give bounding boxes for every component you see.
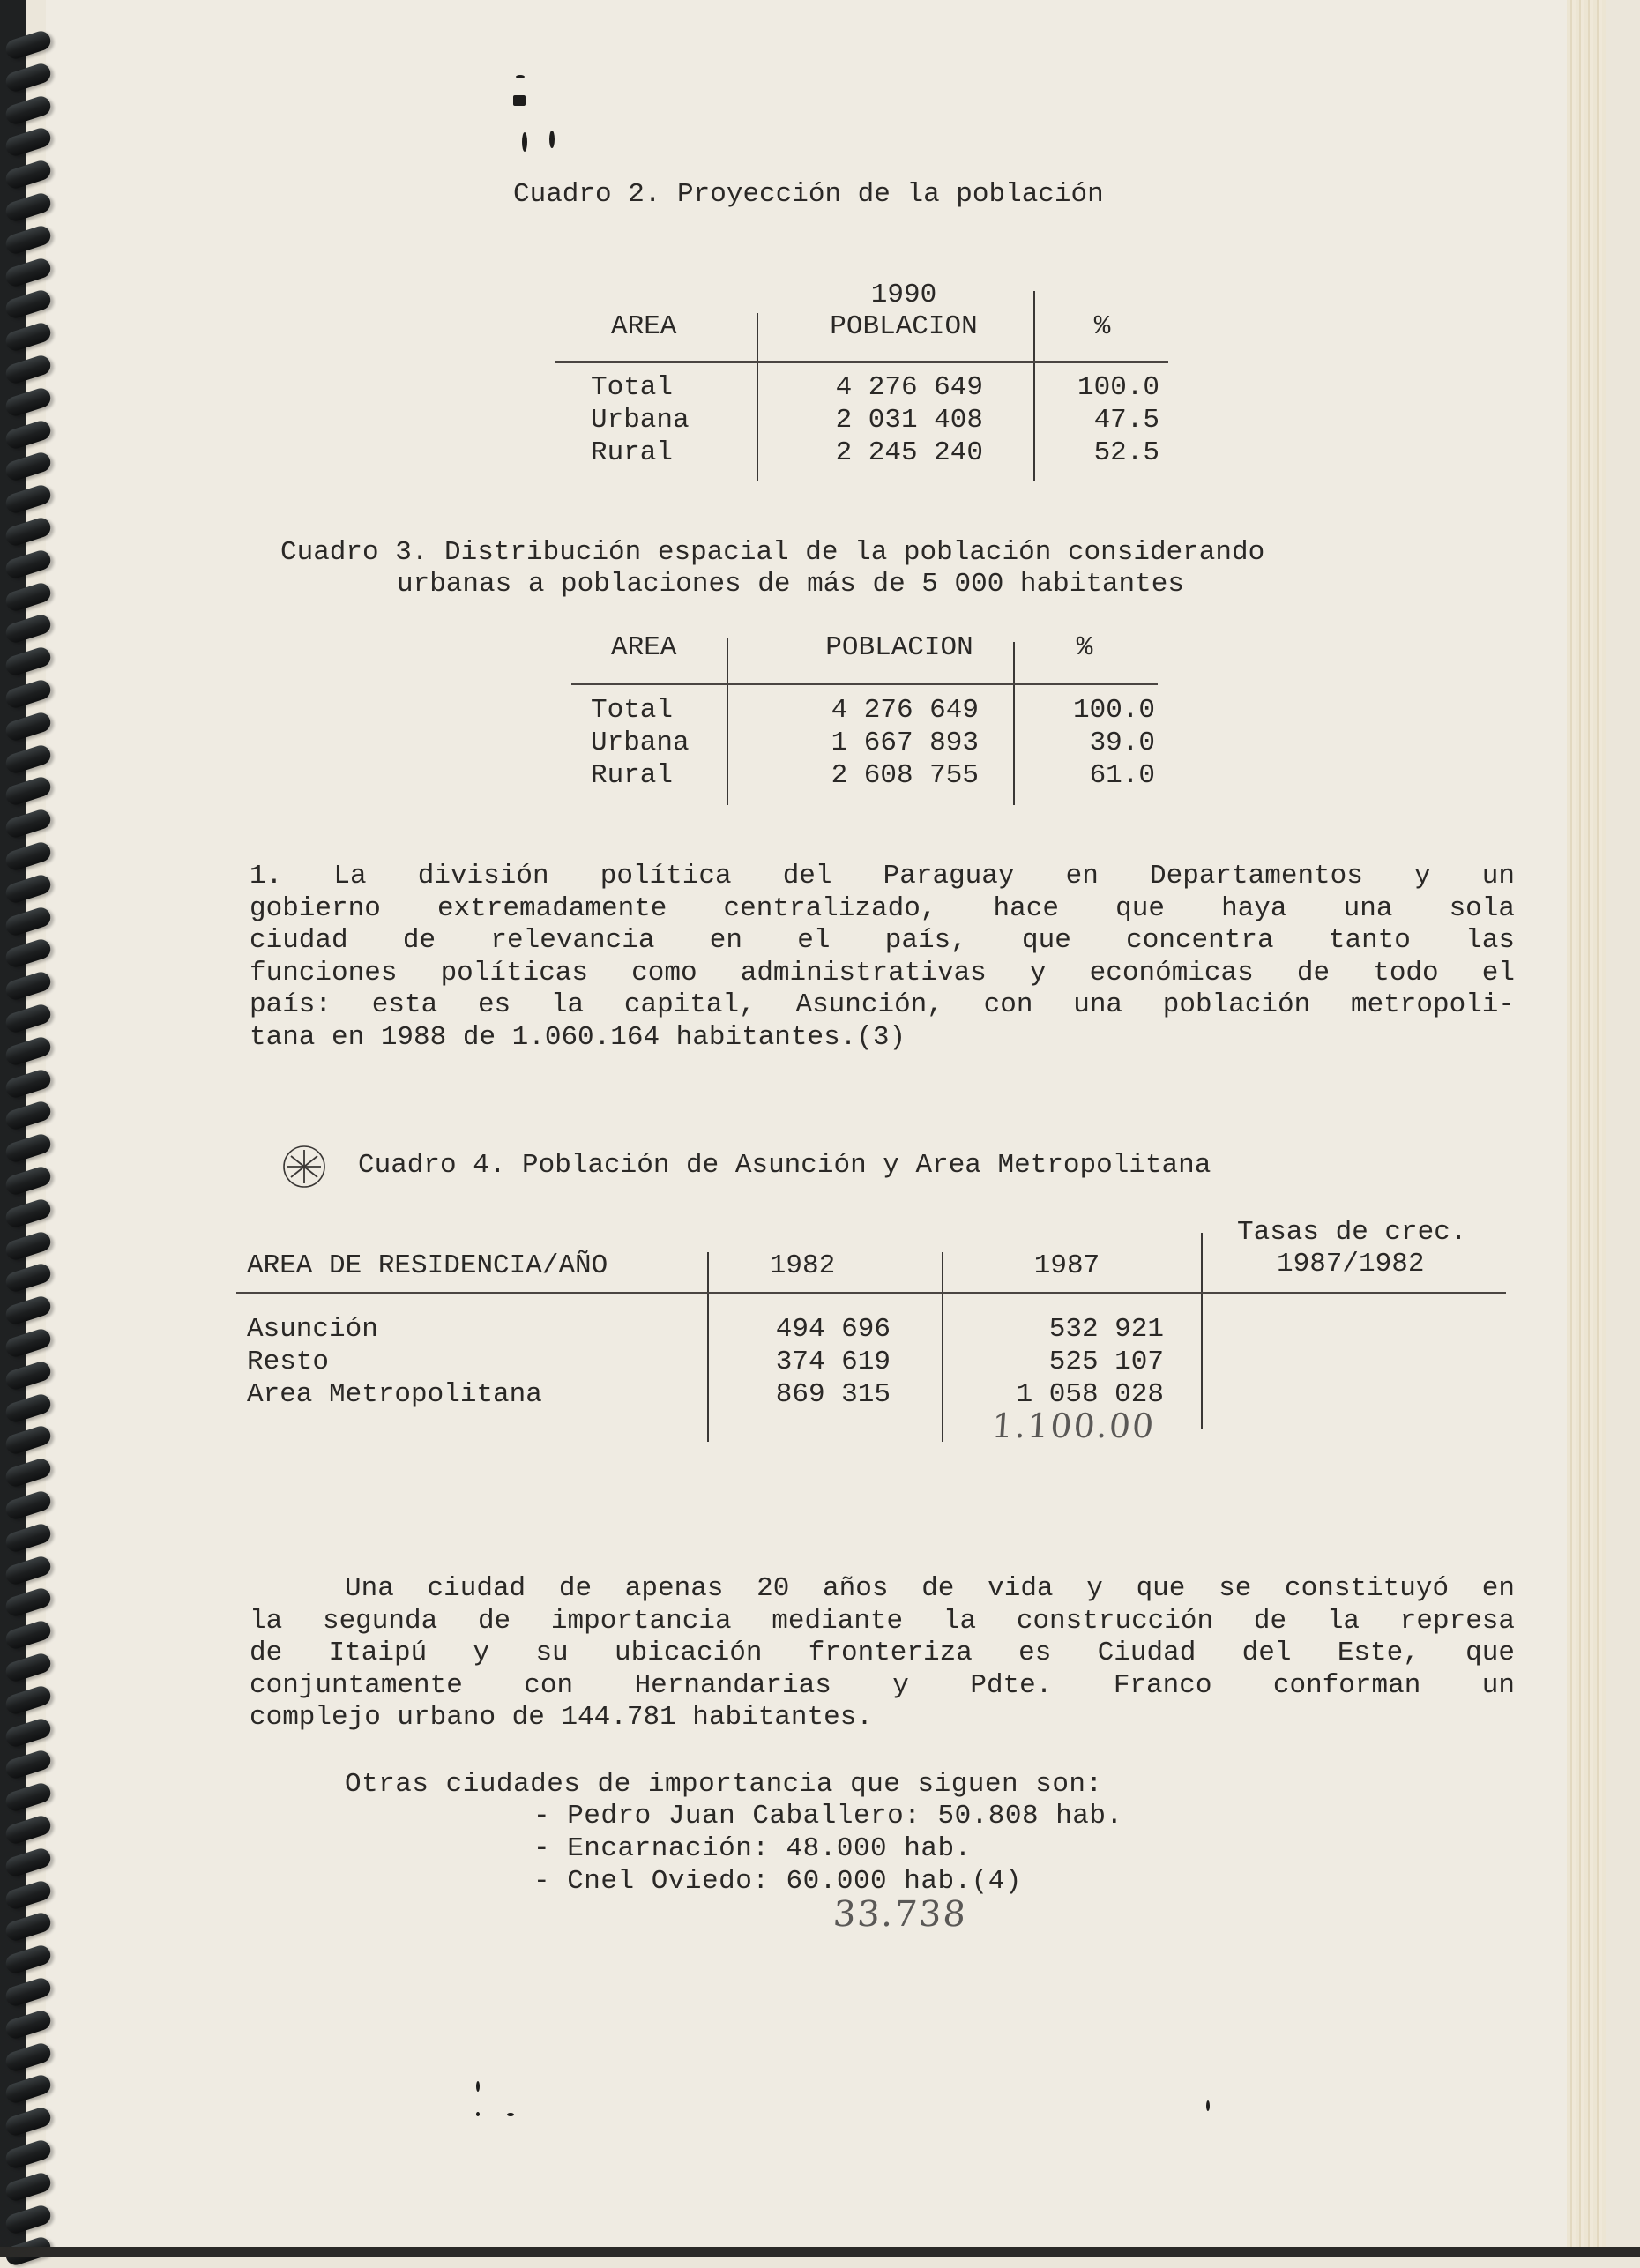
scan-speck [549,131,555,148]
cuadro3-cell-area: Urbana [591,727,690,758]
scan-speck [522,132,527,152]
cuadro3-cell-poblacion: 2 608 755 [831,760,979,791]
cuadro2-cell-area: Total [591,372,674,403]
paragraph-line: ciudad de relevancia en el país, que concentra tanto las [250,925,1515,956]
paragraph-line: funciones políticas como administrativas y económicas de todo el [250,957,1515,989]
table-header-rule [555,361,1168,363]
table-divider [707,1252,709,1442]
paragraph-line: de Itaipú y su ubicación fronteriza es Ciudad del Este, que [250,1638,1515,1668]
paragraph-line: la segunda de importancia mediante la construcción de la represa [250,1605,1515,1637]
cuadro2-cell-poblacion: 4 276 649 [835,372,983,403]
cuadro4-title: Cuadro 4. Población de Asunción y Area Metropolitana [358,1150,1211,1181]
cuadro2-header-pct: % [1093,311,1111,342]
paragraph-line: conjuntamente con Hernandarias y Pdte. Franco conforman un [250,1669,1515,1701]
cuadro2-cell-area: Urbana [591,405,690,436]
cuadro2-header-year: 1990 [870,280,937,310]
cuadro2-header-poblacion: POBLACION [830,311,978,342]
cuadro2-cell-pct: 100.0 [1077,372,1159,403]
cuadro4-cell-area: Area Metropolitana [247,1379,542,1410]
scan-speck [476,2081,480,2092]
otras-ciudades-item: - Pedro Juan Caballero: 50.808 hab. [533,1801,1123,1832]
cuadro4-header-1982: 1982 [769,1250,836,1281]
cuadro2-title: Cuadro 2. Proyección de la población [513,179,1104,210]
cuadro3-cell-pct: 39.0 [1089,727,1155,758]
table-divider [727,638,728,805]
cuadro3-header-pct: % [1076,632,1093,663]
otras-ciudades-item: - Cnel Oviedo: 60.000 hab.(4) [533,1866,1022,1897]
cuadro4-cell-1982: 374 619 [775,1347,891,1377]
cuadro4-cell-1987: 525 107 [1048,1347,1164,1377]
cuadro4-header-area: AREA DE RESIDENCIA/AÑO [247,1250,608,1281]
table-divider [1201,1233,1203,1429]
cuadro3-title-line2: urbanas a poblaciones de más de 5 000 habitantes [397,569,1184,600]
paragraph-ciudad-del-este [250,1573,1515,1735]
cuadro2-cell-pct: 47.5 [1093,405,1159,436]
scan-speck [516,75,525,78]
scan-speck [507,2113,514,2116]
paragraph-line: Una ciudad de apenas 20 años de vida y que se constituyó en [345,1573,1515,1604]
cuadro4-header-1987: 1987 [1033,1250,1100,1281]
cuadro3-cell-area: Rural [591,760,674,791]
scan-bottom-edge [0,2247,1640,2257]
page-stack-edge [1567,0,1606,2247]
cuadro3-header-poblacion: POBLACION [825,632,973,663]
cuadro4-cell-1987: 1 058 028 [1016,1379,1164,1410]
cuadro2-cell-poblacion: 2 245 240 [835,437,983,468]
asterisk-circle-icon [280,1143,328,1190]
cuadro4-header-tasas-line1: Tasas de crec. [1237,1217,1467,1248]
paragraph-line: 1. La división política del Paraguay en Departamentos y un [250,861,1515,892]
cuadro3-cell-area: Total [591,695,674,726]
table-header-rule [571,683,1158,685]
scan-speck [1206,2100,1210,2111]
handwritten-note: 1.100.00 [990,1406,1157,1445]
table-header-rule [236,1292,1506,1294]
otras-ciudades-item: - Encarnación: 48.000 hab. [533,1833,972,1864]
cuadro3-cell-pct: 61.0 [1089,760,1155,791]
otras-ciudades-intro: Otras ciudades de importancia que siguen son: [345,1769,1103,1800]
scan-speck [476,2112,480,2116]
cuadro2-cell-pct: 52.5 [1093,437,1159,468]
cuadro3-cell-pct: 100.0 [1072,695,1155,726]
cuadro4-cell-area: Asunción [247,1314,378,1345]
cuadro3-title-line1: Cuadro 3. Distribución espacial de la población considerando [280,537,1265,568]
cuadro2-cell-area: Rural [591,437,674,468]
cuadro3-header-area: AREA [611,632,677,663]
paragraph-line: complejo urbano de 144.781 habitantes. [250,1702,873,1733]
cuadro3-cell-poblacion: 1 667 893 [831,727,979,758]
cuadro4-header-tasas-line2: 1987/1982 [1277,1249,1425,1279]
cuadro4-cell-area: Resto [247,1347,330,1377]
cuadro4-cell-1982: 494 696 [775,1314,891,1345]
cuadro4-cell-1982: 869 315 [775,1379,891,1410]
paragraph-line: tana en 1988 de 1.060.164 habitantes.(3) [250,1021,906,1053]
paragraph-division-politica [250,861,1515,1054]
cuadro3-cell-poblacion: 4 276 649 [831,695,979,726]
paragraph-line: gobierno extremadamente centralizado, hace que haya una sola [250,892,1515,924]
scan-speck [513,95,526,106]
paragraph-line: país: esta es la capital, Asunción, con una población metropoli- [250,989,1515,1020]
cuadro2-header-area: AREA [611,311,677,342]
cuadro4-cell-1987: 532 921 [1048,1314,1164,1345]
cuadro2-cell-poblacion: 2 031 408 [835,405,983,436]
handwritten-total: 33.738 [831,1894,969,1935]
